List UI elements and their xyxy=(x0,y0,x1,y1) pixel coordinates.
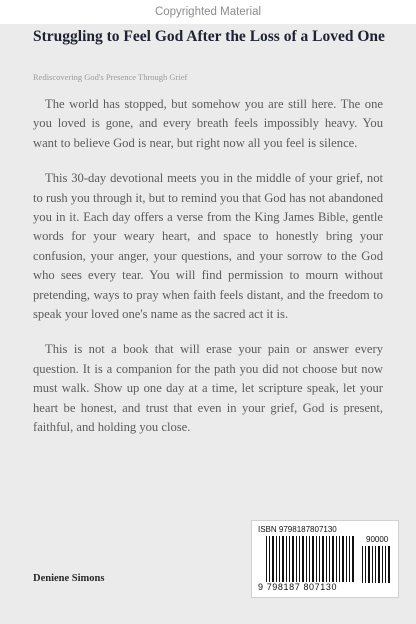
blurb-paragraph: This 30-day devotional meets you in the middle of your grief, not to rush you through it, but to remind you that God has not abandoned you in it. Each day offers a verse from the King James Bible, gentle words for your weary heart, and space to honestly bring your confusion, your anger, your questions, and your sorrow to the God who sees every tear. You will find permission to mourn without pretending, ways to pray when faith feels distant, and the freedom to speak your loved one's name as the sacred act it is. xyxy=(33,171,383,322)
barcode-bar xyxy=(306,536,307,582)
isbn-label: ISBN 9798187807130 xyxy=(258,525,337,534)
barcode-bar xyxy=(352,536,354,582)
barcode-bar xyxy=(279,536,280,582)
barcode-bar xyxy=(299,536,300,582)
barcode-bar xyxy=(349,536,350,582)
barcode-bar xyxy=(319,536,320,582)
barcode-bar xyxy=(309,536,310,582)
barcode-bar xyxy=(312,536,314,582)
price-code: 90000 xyxy=(366,535,389,544)
barcode-bar xyxy=(282,536,284,582)
barcode-bar xyxy=(289,536,290,582)
blurb-paragraph: This is not a book that will erase your pain or answer every question. It is a companion for the path you did not choose but now must walk. Show up one day at a time, let scripture speak, let your heart be honest, and trust that even in your grief, God is present, faithful, and holding you close. xyxy=(33,342,383,435)
barcode-bar xyxy=(316,536,317,582)
barcode-bar xyxy=(326,536,327,582)
barcode-bar xyxy=(296,536,297,582)
barcode-bar xyxy=(365,546,366,583)
barcode-bar xyxy=(368,546,370,583)
book-subtitle: Rediscovering God's Presence Through Grief xyxy=(33,72,188,82)
barcode-digits: 9 798187 807130 xyxy=(258,582,338,592)
barcode-bar xyxy=(302,536,304,582)
barcode-bar xyxy=(382,546,383,583)
barcode-bar xyxy=(346,536,347,582)
barcode-bar xyxy=(385,546,386,583)
barcode-bar xyxy=(266,536,267,582)
barcode-bar xyxy=(272,536,274,582)
barcode-bar xyxy=(339,536,340,582)
barcode-bar xyxy=(378,546,380,583)
barcode-bar xyxy=(332,536,334,582)
copyright-banner: Copyrighted Material xyxy=(154,6,262,18)
blurb-paragraph: The world has stopped, but somehow you are still here. The one you loved is gone, and every breath feels impossibly heavy. You want to believe God is near, but right now all you feel is silence. xyxy=(33,97,383,150)
author-name: Deniene Simons xyxy=(33,573,105,584)
barcode-bars xyxy=(266,536,358,582)
barcode-bar xyxy=(342,536,344,582)
barcode-bar xyxy=(322,536,324,582)
barcode-bar xyxy=(372,546,373,583)
barcode-bar xyxy=(276,536,277,582)
price-code-bars xyxy=(362,546,392,583)
barcode-bar xyxy=(375,546,376,583)
isbn-barcode xyxy=(251,520,399,598)
blurb xyxy=(33,95,383,454)
book-title: Struggling to Feel God After the Loss of a Loved One xyxy=(33,28,385,45)
barcode-bar xyxy=(336,536,337,582)
barcode-bar xyxy=(362,546,363,583)
barcode-bar xyxy=(292,536,294,582)
barcode-bar xyxy=(286,536,287,582)
barcode-bar xyxy=(388,546,390,583)
barcode-bar xyxy=(269,536,270,582)
barcode-bar xyxy=(329,536,330,582)
book-back-cover xyxy=(0,24,416,624)
